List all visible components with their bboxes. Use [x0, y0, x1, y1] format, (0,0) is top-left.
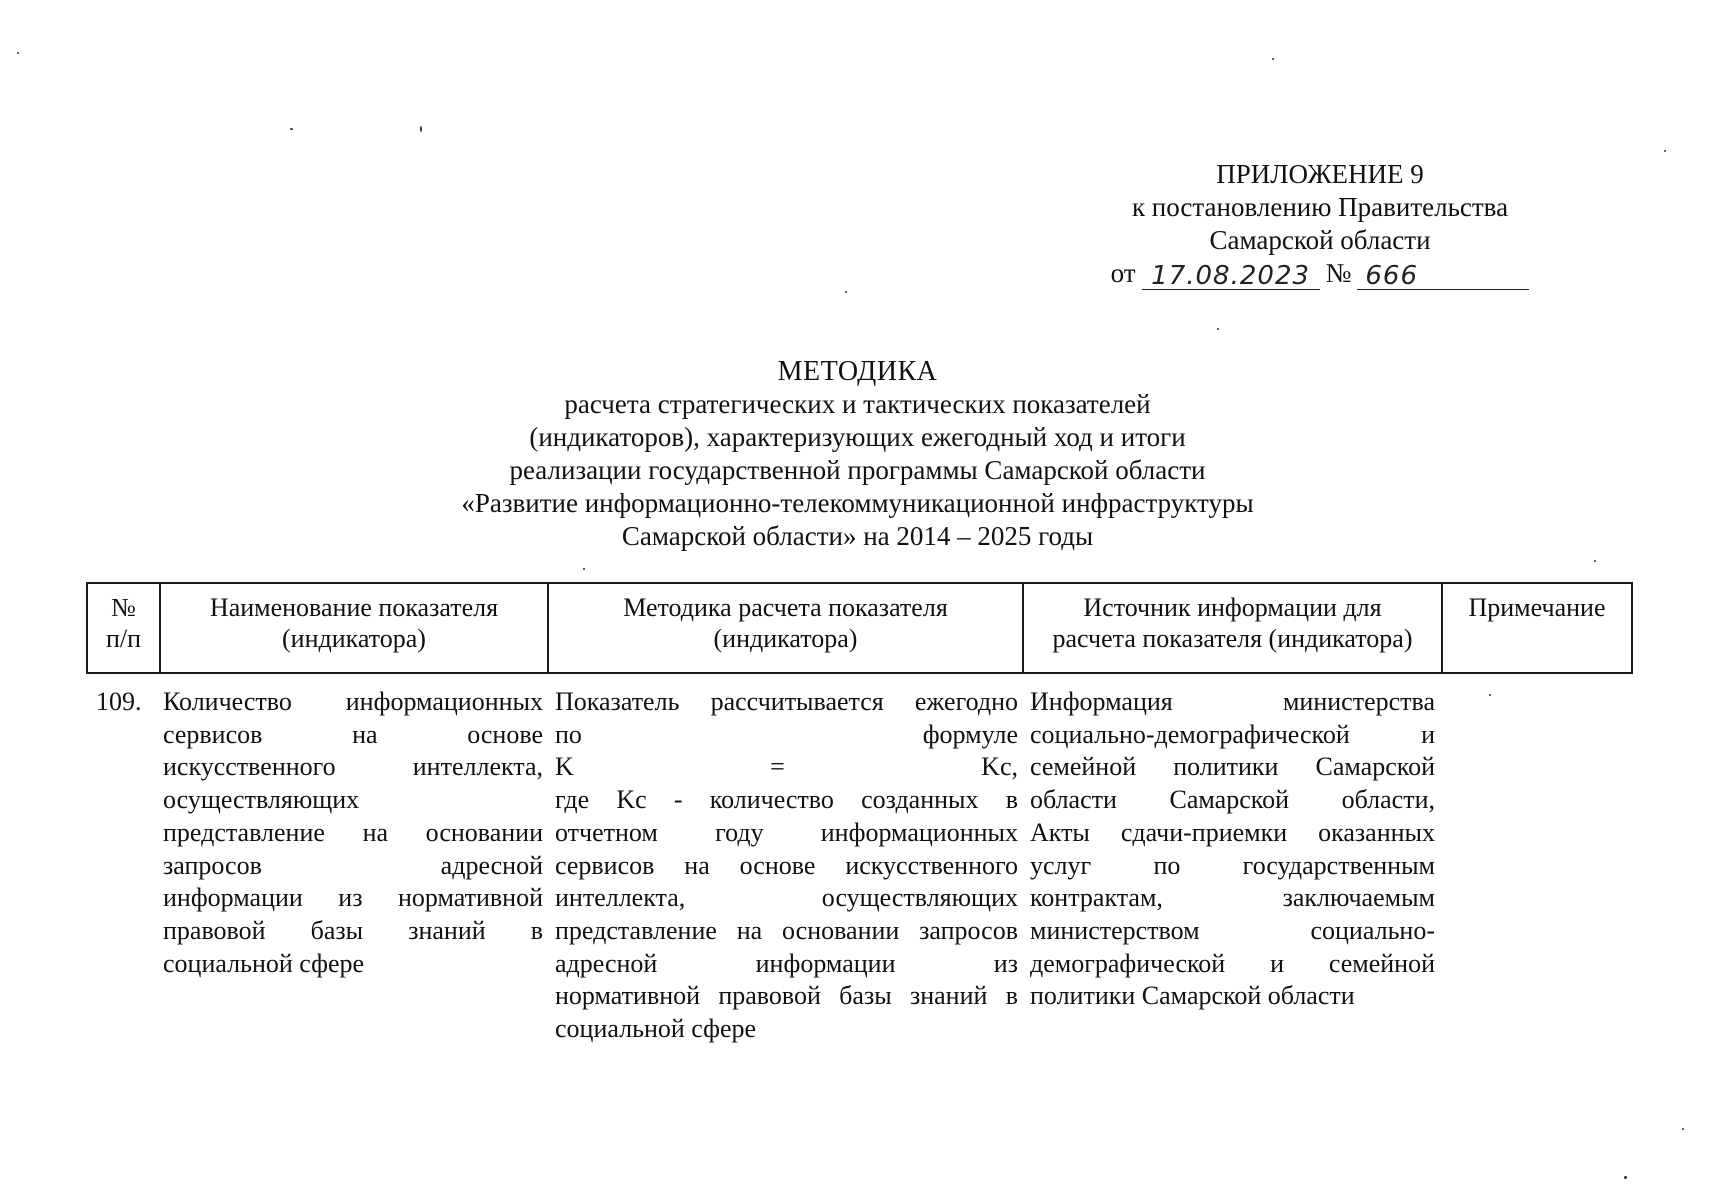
cell-text-line: где Kc - количество созданных в	[555, 785, 1018, 815]
cell-text-line: K = Kc,	[555, 752, 1018, 782]
cell-text-line: социальной сфере	[555, 1014, 757, 1044]
scan-speck	[1594, 560, 1596, 562]
handwritten-number: 666	[1357, 263, 1529, 290]
cell-text-line: по формуле	[555, 719, 1018, 749]
indicator-table-header	[86, 582, 1633, 674]
row-calculation-method	[555, 686, 1018, 1046]
cell-text-line: социально-демографической и	[1030, 719, 1435, 749]
title-line: реализации государственной программы Самарской области	[509, 455, 1206, 485]
cell-text-line: сервисов на основе искусственного	[555, 850, 1018, 880]
cell-text-line: информации из нормативной	[163, 883, 543, 913]
cell-text-line: демографической и семейной	[1030, 948, 1435, 978]
cell-text-line: представление на основании	[163, 817, 543, 847]
cell-text-line: отчетном году информационных	[555, 817, 1018, 847]
cell-text-line: семейной политики Самарской	[1030, 752, 1435, 782]
cell-text-line: политики Самарской области	[1030, 981, 1355, 1011]
scan-speck	[845, 291, 847, 293]
cell-text-line: искусственного интеллекта,	[163, 752, 543, 782]
header-information-source: Источник информации для расчета показателя (индикатора)	[1023, 583, 1442, 673]
cell-text-line: интеллекта, осуществляющих	[555, 883, 1018, 913]
header-indicator-name: Наименование показателя (индикатора)	[160, 583, 548, 673]
cell-text-line: Информация министерства	[1030, 687, 1435, 716]
cell-text-line: Акты сдачи-приемки оказанных	[1030, 817, 1435, 847]
cell-text-line: Количество информационных	[163, 687, 543, 716]
scan-speck	[290, 128, 293, 130]
scan-speck	[1489, 694, 1491, 696]
cell-text-line: представление на основании запросов	[555, 915, 1018, 945]
row-number: 109.	[96, 687, 142, 716]
appendix-title: ПРИЛОЖЕНИЕ 9	[1216, 159, 1424, 189]
header-calculation-method: Методика расчета показателя (индикатора)	[548, 583, 1023, 673]
row-indicator-name	[163, 686, 543, 980]
title-line: Самарской области» на 2014 – 2025 годы	[621, 521, 1094, 551]
number-label: №	[1325, 258, 1352, 288]
cell-text-line: министерством социально-	[1030, 915, 1435, 945]
scan-speck	[420, 126, 422, 132]
cell-text-line: сервисов на основе	[163, 719, 543, 749]
cell-text-line: социальной сфере	[163, 948, 365, 978]
title-line: «Развитие информационно-телекоммуникационной инфраструктуры	[461, 488, 1254, 518]
cell-text-line: услуг по государственным	[1030, 850, 1435, 880]
appendix-region-line: Самарской области	[1209, 225, 1431, 255]
scan-speck	[1272, 58, 1274, 60]
cell-text-line: правовой базы знаний в	[163, 915, 543, 945]
appendix-signature-line	[1110, 257, 1530, 290]
appendix-decree-line: к постановлению Правительства	[1131, 192, 1509, 222]
header-number: № п/п	[87, 583, 160, 673]
cell-text-line: запросов адресной	[163, 850, 543, 880]
cell-text-line: области Самарской области,	[1030, 785, 1435, 815]
cell-text-line: адресной информации из	[555, 948, 1018, 978]
row-information-source	[1030, 686, 1435, 1013]
header-note: Примечание	[1442, 583, 1632, 673]
appendix-header	[1110, 158, 1530, 290]
cell-text-line: контрактам, заключаемым	[1030, 883, 1435, 913]
from-label: от	[1110, 258, 1136, 288]
cell-text-line: осуществляющих	[163, 785, 360, 815]
cell-text-line: Показатель рассчитывается ежегодно	[555, 687, 1018, 716]
cell-text-line: нормативной правовой базы знаний в	[555, 981, 1018, 1011]
scan-speck	[583, 568, 585, 570]
document-title	[350, 355, 1365, 553]
title-line: (индикаторов), характеризующих ежегодный ход и итоги	[529, 422, 1186, 452]
title-heading: МЕТОДИКА	[777, 356, 938, 387]
scan-speck	[1217, 328, 1219, 330]
scan-speck	[1624, 1176, 1627, 1179]
title-line: расчета стратегических и тактических показателей	[564, 389, 1151, 419]
scan-speck	[1682, 1128, 1684, 1130]
handwritten-date: 17.08.2023	[1142, 263, 1320, 290]
scan-speck	[17, 52, 19, 54]
scan-speck	[1664, 150, 1666, 152]
